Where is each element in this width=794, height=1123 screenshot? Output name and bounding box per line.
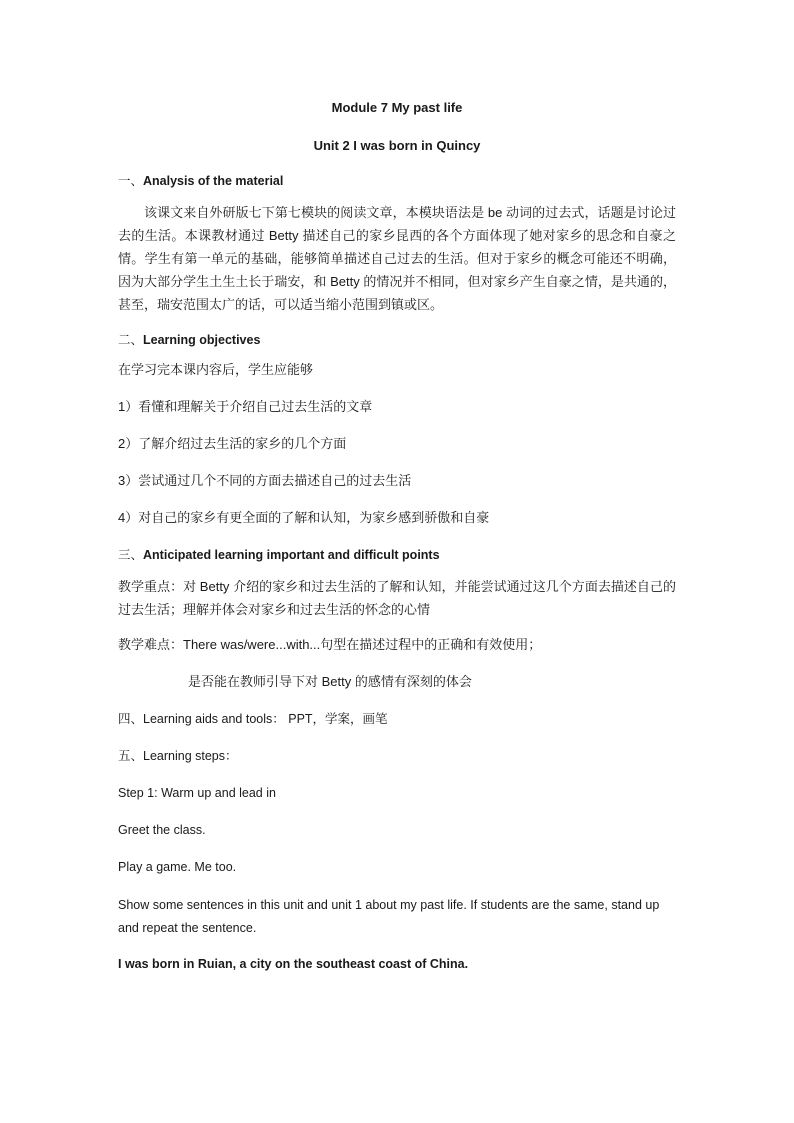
- section-heading-objectives: [118, 330, 676, 350]
- section-number: 一、: [118, 174, 144, 188]
- difficult-point-continuation: 是否能在教师引导下对 Betty 的感情有深刻的体会: [188, 674, 472, 689]
- section-title: Analysis of the material: [143, 174, 284, 188]
- step-show-sentences: Show some sentences in this unit and unit 1 about my past life. If students are the same, stand up and repeat the sentence.: [118, 898, 660, 935]
- analysis-paragraph: 该课文来自外研版七下第七模块的阅读文章，本模块语法是 be 动词的过去式，话题是讨论过去的生活。本课教材通过 Betty 描述自己的家乡昆西的各个方面体现了她对家乡的思念和自豪之情。学生有第一单元的基础，能够简单描述自己过去的生活。但对于家乡的概念可能还不明确，因为大部分学生土生土长于瑞安，和 Betty 的情况并不相同，但对家乡产生自豪之情，是共通的，甚至，瑞安范围太广的话，可以适当缩小范围到镇或区。: [118, 205, 676, 312]
- difficult-point-line: 教学难点：There was/were...with...句型在描述过程中的正确和有效使用；: [118, 637, 542, 652]
- document-subtitle: Unit 2 I was born in Quincy: [313, 138, 481, 153]
- objective-item-1: 1）看懂和理解关于介绍自己过去生活的文章: [118, 399, 373, 414]
- example-sentence: I was born in Ruian, a city on the southeast coast of China.: [118, 957, 469, 971]
- section-heading-points: [118, 545, 676, 565]
- section-title: Learning objectives: [143, 333, 261, 347]
- objective-item-2: 2）了解介绍过去生活的家乡的几个方面: [118, 436, 347, 451]
- section-heading-analysis: [118, 171, 676, 191]
- step-game: Play a game. Me too.: [118, 860, 237, 874]
- key-point-paragraph: 教学重点：对 Betty 介绍的家乡和过去生活的了解和认知，并能尝试通过这几个方面去描述自己的过去生活；理解并体会对家乡和过去生活的怀念的心情: [118, 579, 676, 617]
- document-title: Module 7 My past life: [331, 100, 463, 115]
- objective-item-4: 4）对自己的家乡有更全面的了解和认知，为家乡感到骄傲和自豪: [118, 510, 490, 525]
- section-number: 三、: [118, 548, 144, 562]
- objectives-intro: 在学习完本课内容后，学生应能够: [118, 362, 314, 377]
- objective-item-3: 3）尝试通过几个不同的方面去描述自己的过去生活: [118, 473, 412, 488]
- section-title: Anticipated learning important and difficult points: [143, 548, 440, 562]
- section-number: 二、: [118, 333, 144, 347]
- step-greet: Greet the class.: [118, 823, 206, 837]
- section-heading-steps: 五、Learning steps：: [118, 749, 238, 763]
- step-1-heading: Step 1: Warm up and lead in: [118, 786, 276, 800]
- section-heading-aids: 四、Learning aids and tools： PPT，学案，画笔: [118, 712, 388, 726]
